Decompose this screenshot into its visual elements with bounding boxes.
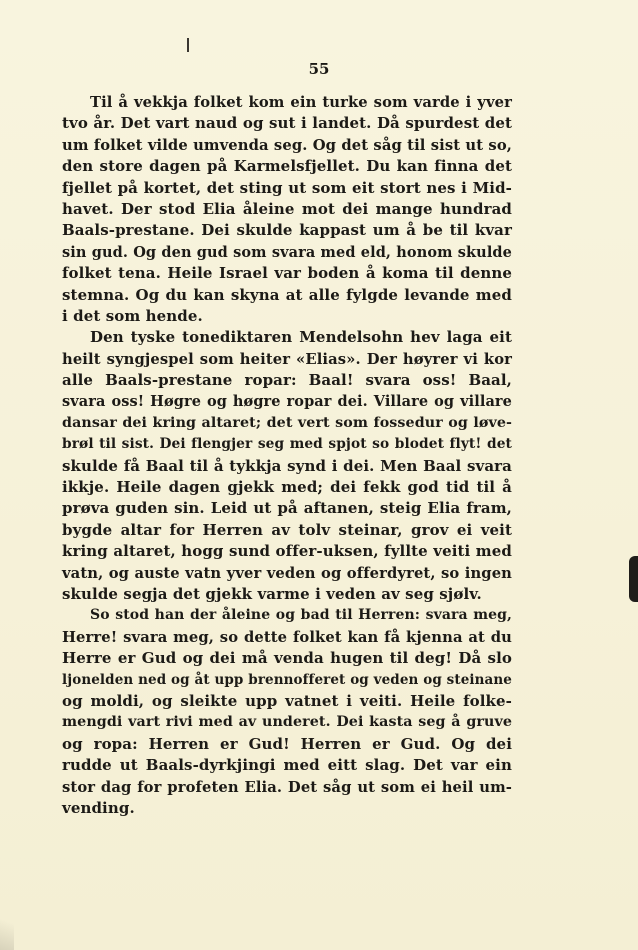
page-corner-shadow xyxy=(0,910,14,950)
text-line: Til å vekkja folket kom ein turke som varde i yver xyxy=(90,94,512,111)
text-line: sin gud. Og den gud som svara med eld, honom skulde xyxy=(62,243,512,261)
text-line: folket tena. Heile Israel var boden å koma til denne xyxy=(62,264,512,283)
edge-tab-mark xyxy=(629,556,638,602)
text-line: prøva guden sin. Leid ut på aftanen, steig Elia fram, xyxy=(62,499,512,518)
body-text xyxy=(62,92,512,819)
text-line: skulde segja det gjekk varme i veden av seg sjølv. xyxy=(62,584,482,603)
page-number: 55 xyxy=(308,60,330,78)
text-line: tvo år. Det vart naud og sut i landet. Då spurdest det xyxy=(62,114,512,133)
text-line: vatn, og auste vatn yver veden og offerdyret, so ingen xyxy=(62,564,512,582)
text-line: ikkje. Heile dagen gjekk med; dei fekk god tid til å xyxy=(62,478,512,497)
text-line: fjellet på kortet, det sting ut som eit stort nes i Mid- xyxy=(62,178,512,197)
text-line: bygde altar for Herren av tolv steinar, grov ei veit xyxy=(62,520,512,539)
text-line: Baals-prestane. Dei skulde kappast um å be til kvar xyxy=(62,221,512,240)
text-line: dansar dei kring altaret; det vert som fossedur og løve- xyxy=(62,414,512,431)
text-line: ljonelden ned og åt upp brennofferet og veden og steinane xyxy=(62,671,512,688)
text-line: stemna. Og du kan skyna at alle fylgde levande med xyxy=(62,285,512,304)
text-line: rudde ut Baals-dyrkjingi med eitt slag. Det var ein xyxy=(62,756,512,775)
text-line: svara oss! Høgre og høgre ropar dei. Villare og villare xyxy=(62,393,512,411)
text-line: Herre! svara meg, so dette folket kan få kjenna at du xyxy=(62,628,512,646)
text-line: havet. Der stod Elia åleine mot dei mange hundrad xyxy=(62,199,512,218)
text-line: um folket vilde umvenda seg. Og det såg til sist ut so, xyxy=(62,136,512,154)
text-line: og ropa: Herren er Gud! Herren er Gud. Og dei xyxy=(62,734,512,753)
text-line: Den tyske tonediktaren Mendelsohn hev laga eit xyxy=(90,328,512,347)
text-line: den store dagen på Karmelsfjellet. Du kan finna det xyxy=(62,157,512,176)
text-line: i det som hende. xyxy=(62,306,203,325)
text-line: vending. xyxy=(62,798,135,817)
text-line: So stod han der åleine og bad til Herren: svara meg, xyxy=(90,607,512,624)
text-line: kring altaret, hogg sund offer-uksen, fyllte veiti med xyxy=(62,542,512,561)
text-line: heilt syngjespel som heiter «Elias». Der høyrer vi kor xyxy=(62,350,512,368)
text-line: Herre er Gud og dei må venda hugen til deg! Då slo xyxy=(62,649,512,668)
text-line: mengdi vart rivi med av underet. Dei kasta seg å gruve xyxy=(62,714,512,731)
text-line: alle Baals-prestane ropar: Baal! svara oss! Baal, xyxy=(62,371,512,390)
text-line: skulde få Baal til å tykkja synd i dei. Men Baal svara xyxy=(62,456,512,475)
text-line: brøl til sist. Dei flengjer seg med spjot so blodet flyt! det xyxy=(62,436,512,453)
text-line: stor dag for profeten Elia. Det såg ut som ei heil um- xyxy=(62,778,512,796)
text-line: og moldi, og sleikte upp vatnet i veiti. Heile folke- xyxy=(62,691,512,710)
ink-mark xyxy=(187,38,189,52)
